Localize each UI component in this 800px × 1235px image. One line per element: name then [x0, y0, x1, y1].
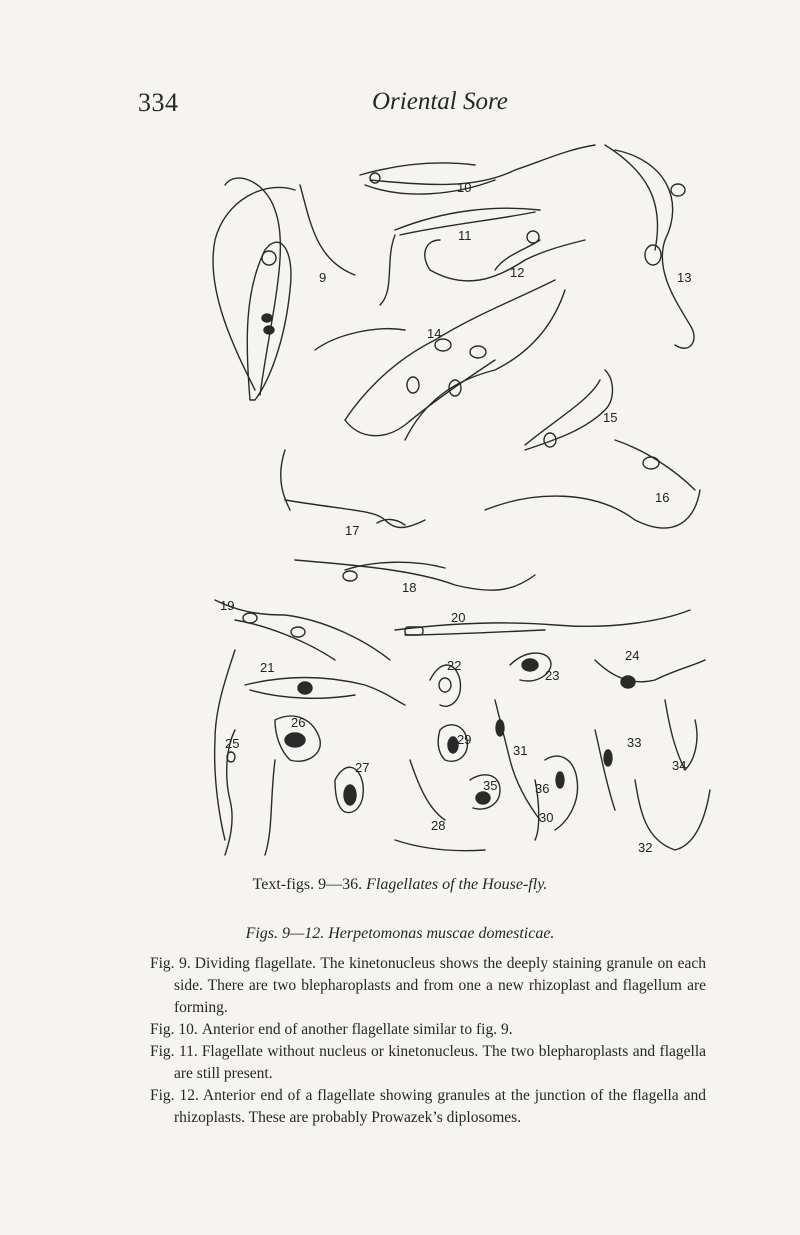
body-33 — [595, 730, 615, 810]
granule-14b — [407, 377, 419, 393]
granule-13 — [645, 245, 661, 265]
nucleus-13 — [671, 184, 685, 196]
flagellum-9a — [213, 187, 295, 390]
fig-label: 20 — [451, 610, 466, 625]
nucleus-36 — [556, 772, 564, 788]
legend-text: Flagellate without nucleus or kinetonucleus. The two blepharoplasts and flagella are still present. — [174, 1043, 707, 1082]
fig-label: 12 — [510, 265, 525, 280]
kinetonucleus-9b — [264, 326, 274, 334]
fig-label: 29 — [457, 732, 472, 747]
fig-label: 34 — [672, 758, 687, 773]
figure-subcaption: Figs. 9—12. Herpetomonas muscae domesticae. — [245, 925, 555, 942]
blepharoplast-10 — [370, 173, 380, 183]
body-12 — [430, 240, 585, 281]
flagellum-11 — [380, 235, 395, 305]
fig-label: 19 — [220, 598, 235, 613]
body-19 — [215, 600, 390, 660]
legend-label: Fig. 9. — [150, 955, 191, 972]
legend-item — [150, 1085, 706, 1129]
nucleus-33 — [604, 750, 612, 766]
legend-item — [150, 1041, 706, 1085]
nucleus-19 — [243, 613, 257, 623]
nucleus-31 — [496, 720, 504, 736]
nucleus-35 — [476, 792, 490, 804]
page-number: 334 — [138, 88, 179, 117]
body-24 — [595, 660, 705, 682]
nucleus-23 — [522, 659, 538, 671]
legend-label: Fig. 12. — [150, 1087, 199, 1104]
fig-label: 16 — [655, 490, 670, 505]
fig-label: 33 — [627, 735, 642, 750]
nucleus-18 — [343, 571, 357, 581]
fig-label: 35 — [483, 778, 498, 793]
fig-label: 31 — [513, 743, 528, 758]
figure-caption — [0, 876, 800, 894]
flagellate-drawing — [195, 140, 725, 860]
legend-label: Fig. 10. — [150, 1021, 198, 1038]
fig-label: 36 — [535, 781, 550, 796]
body-11 — [395, 208, 540, 230]
fig-label: 17 — [345, 523, 360, 538]
legend-item — [150, 1019, 706, 1041]
nucleus-9 — [262, 251, 276, 265]
fig-label: 25 — [225, 736, 240, 751]
granule-12 — [527, 231, 539, 243]
legend-text: Anterior end of another flagellate similar to fig. 9. — [201, 1021, 513, 1038]
kinetonucleus-9a — [262, 314, 272, 322]
legend-label: Fig. 11. — [150, 1043, 198, 1060]
legend-text: Anterior end of a flagellate showing granules at the junction of the flagella and rhizoplasts. These are probably Prowazek’s diplosomes. — [174, 1087, 706, 1126]
nucleus-22 — [439, 678, 451, 692]
fig-label: 28 — [431, 818, 446, 833]
fig-label: 18 — [402, 580, 417, 595]
body-28 — [410, 760, 445, 820]
flagellum-10 — [370, 145, 595, 184]
body-14 — [345, 280, 555, 420]
nucleus-16 — [643, 457, 659, 469]
fig-label: 23 — [545, 668, 560, 683]
legend-item — [150, 953, 706, 1019]
fig-label: 14 — [427, 326, 442, 341]
fig-label: 27 — [355, 760, 370, 775]
caption-title: Flagellates of the House-fly. — [366, 876, 548, 893]
fig-label: 11 — [458, 228, 472, 243]
caption-prefix: Text-figs. 9—36. — [252, 876, 363, 893]
fig-label: 24 — [625, 648, 640, 663]
nucleus-26 — [285, 733, 305, 747]
fig-label: 10 — [457, 180, 472, 195]
nucleus-21 — [298, 682, 312, 694]
nucleus-27 — [344, 785, 356, 805]
nucleus-24 — [621, 676, 635, 688]
flagellate-figure — [195, 140, 725, 860]
kinetonucleus-19 — [291, 627, 305, 637]
flagellum-9c — [300, 185, 355, 275]
fig-label: 9 — [319, 270, 327, 285]
fig-label: 13 — [677, 270, 692, 285]
fig-label: 21 — [260, 660, 275, 675]
fig-label: 26 — [291, 715, 306, 730]
fig-label: 15 — [603, 410, 618, 425]
body-21 — [245, 678, 405, 706]
fig-label: 22 — [447, 658, 462, 673]
running-title: Oriental Sore — [372, 88, 508, 115]
kinetonucleus-14 — [470, 346, 486, 358]
figure-legend — [150, 953, 706, 1129]
body-20 — [395, 610, 690, 630]
body-31 — [495, 700, 540, 820]
fig-label: 30 — [539, 810, 554, 825]
fig-label: 32 — [638, 840, 653, 855]
legend-text: Dividing flagellate. The kinetonucleus shows the deeply staining granule on each side. There are two blepharoplasts and from one a new rhizoplast and flagellum are forming. — [174, 955, 706, 1016]
